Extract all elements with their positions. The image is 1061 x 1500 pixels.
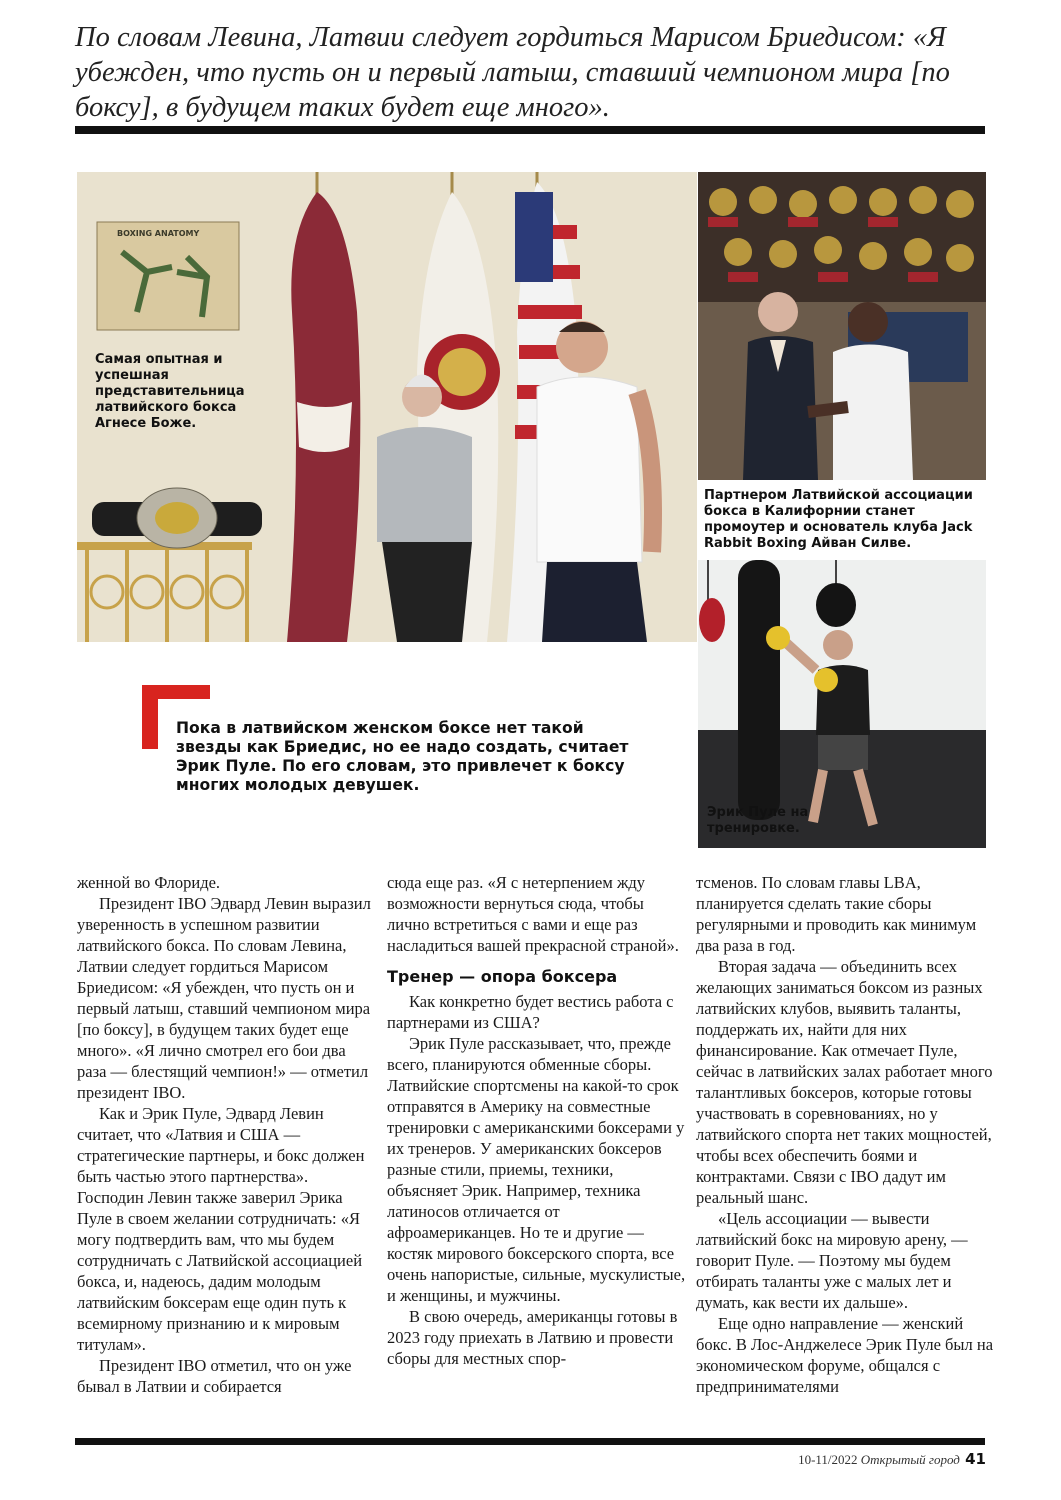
text-column-2 (387, 872, 687, 1369)
caption-office-photo: Партнером Латвийской ассоциации бокса в Калифорнии станет промоутер и основатель клуба Jack Rabbit Boxing Айван Силве. (704, 488, 973, 551)
poster-title: BOXING ANATOMY (117, 229, 200, 238)
paragraph: Как и Эрик Пуле, Эдвард Левин считает, что «Латвия и США — стратегические партнеры, и бокс должен быть частью этого партнерства». Господин Левин также заверил Эрика Пуле в своем желании сотрудничать: «Я могу подтвердить вам, что мы будем сотрудничать с Латвийской ассоциацией бокса, и, надеюсь, дадим молодым латвийским боксерам еще один путь к всемирному признанию и к мировым титулам». (77, 1104, 365, 1354)
text-column-1 (77, 872, 377, 1397)
paragraph: «Цель ассоциации — вывести латвийский бокс на мировую арену, — говорит Пуле. — Поэтому мы будем отбирать таланты уже с малых лет и думать, как вести их дальше». (696, 1209, 968, 1312)
issue-number: 10-11/2022 (798, 1452, 858, 1467)
top-divider (75, 126, 985, 134)
paragraph: сюда еще раз. «Я с нетерпением жду возможности вернуться сюда, чтобы лично встретиться с вами и еще раз насладиться вашей прекрасной страной». (387, 873, 679, 955)
paragraph: Президент IBO Эдвард Левин выразил уверенность в успешном развитии латвийского бокса. По словам Левина, Латвии следует гордиться Марисом Бриедисом: «Я убежден, что пусть он и первый латыш, ставший чемпионом мира [по боксу], в будущем таких будет еще много». «Я лично смотрел его бои два раза — блестящий чемпион!» — отметил президент IBO. (77, 894, 371, 1102)
text-column-3 (696, 872, 996, 1397)
paragraph: В свою очередь, американцы готовы в 2023 году приехать в Латвию и провести сборы для местных спор- (387, 1307, 678, 1368)
section-subheading: Тренер — опора боксера (387, 967, 618, 986)
paragraph: тсменов. По словам главы LBA, планируется сделать такие сборы регулярными и проводить как минимум два раза в год. (696, 873, 977, 955)
pull-quote: По словам Левина, Латвии следует гордиться Марисом Бриедисом: «Я убежден, что пусть он и первый латыш, ставший чемпионом мира [по боксу], в будущем таких будет еще много». (75, 22, 950, 123)
paragraph: Как конкретно будет вестись работа с партнерами из США? (387, 992, 674, 1032)
paragraph: Эрик Пуле рассказывает, что, прежде всего, планируются обменные сборы. Латвийские спортсмены на какой-то срок отправятся в Америку на совместные тренировки с американскими боксерами у их тренеров. У американских боксеров разные стили, приемы, техники, объясняет Эрик. Например, техника латиносов отличается от афроамериканцев. Но те и другие — костяк мирового боксерского спорта, все очень напористые, сильные, мускулистые, и женщины, и мужчины. (387, 1034, 686, 1305)
page-footer (798, 1450, 986, 1468)
page-number: 41 (965, 1450, 986, 1468)
paragraph: Еще одно направление — женский бокс. В Лос-Анджелесе Эрик Пуле был на экономическом форуме, общался с предпринимателями (696, 1314, 994, 1396)
photo-partners-office (698, 172, 986, 480)
caption-main-photo: Самая опытная и успешная представительница латвийского бокса Агнесе Боже. (95, 352, 245, 431)
bottom-divider (75, 1438, 985, 1445)
paragraph: женной во Флориде. (77, 873, 221, 892)
lead-paragraph: Пока в латвийском женском боксе нет такой звезды как Бриедис, но ее надо создать, считает Эрик Пуле. По его словам, это привлечет к боксу многих молодых девушек. (176, 719, 629, 794)
paragraph: Президент IBO отметил, что он уже бывал в Латвии и собирается (77, 1356, 352, 1396)
caption-training-photo: Эрик Пуле на тренировке. (707, 805, 809, 836)
magazine-name: Открытый город (860, 1452, 960, 1467)
paragraph: Вторая задача — объединить всех желающих заниматься боксом из разных латвийских клубов, выявить таланты, поддержать их, найти для них финансирование. Как отмечает Пуле, сейчас в латвийских залах работает много талантливых боксеров, которые готовы участвовать в соревнованиях, но у латвийского спорта нет таких мощностей, чтобы всех обеспечить боями и контрактами. Связи с IBO дадут им реальный шанс. (696, 957, 993, 1207)
